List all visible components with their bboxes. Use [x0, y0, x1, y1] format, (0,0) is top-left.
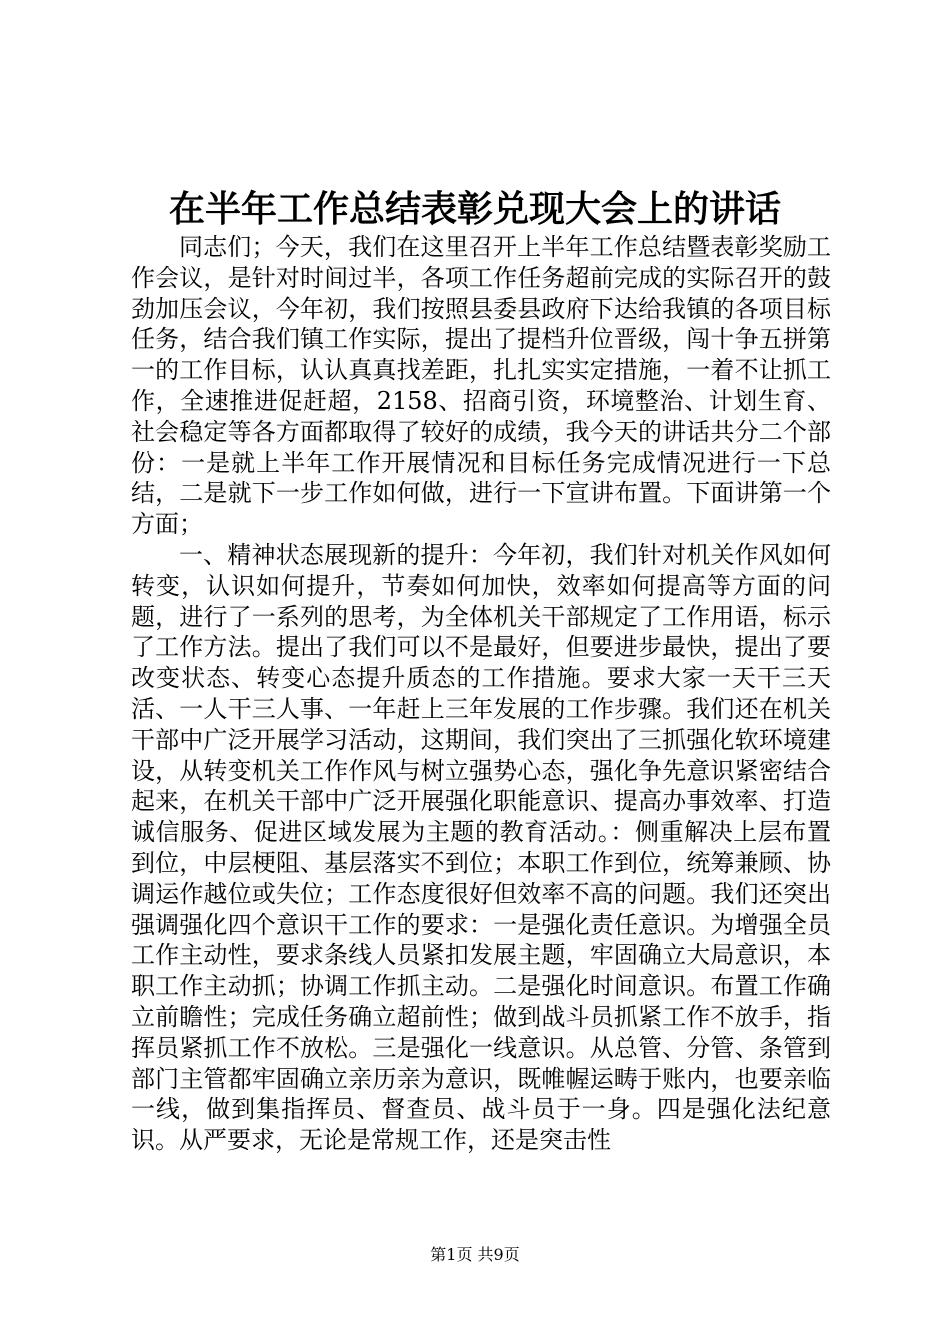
paragraph-section-one: 一、精神状态展现新的提升：今年初，我们针对机关作风如何转变，认识如何提升，节奏如何加快，效率如何提高等方面的问题，进行了一系列的思考，为全体机关干部规定了工作用语，标示了工作方法。提出了我们可以不是最好，但要进步最快，提出了要改变状态、转变心态提升质态的工作措施。要求大家一天干三天活、一人干三人事、一年赶上三年发展的工作步骤。我们还在机关干部中广泛开展学习活动，这期间，我们突出了三抓强化软环境建设，从转变机关工作作风与树立强势心态，强化争先意识紧密结合起来，在机关干部中广泛开展强化职能意识、提高办事效率、打造诚信服务、促进区域发展为主题的教育活动。：侧重解决上层布置到位，中层梗阻、基层落实不到位；本职工作到位，统筹兼顾、协调运作越位或失位；工作态度很好但效率不高的问题。我们还突出强调强化四个意识干工作的要求：一是强化责任意识。为增强全员工作主动性，要求条线人员紧扣发展主题，牢固确立大局意识，本职工作主动抓；协调工作抓主动。二是强化时间意识。布置工作确立前瞻性；完成任务确立超前性；做到战斗员抓紧工作不放手，指挥员紧抓工作不放松。三是强化一线意识。从总管、分管、条管到部门主管都牢固确立亲历亲为意识，既帷幄运畴于账内，也要亲临一线，做到集指挥员、督查员、战斗员于一身。四是强化法纪意识。从严要求，无论是常规工作，还是突击性 — [131, 540, 831, 1155]
paragraph-opening: 同志们；今天，我们在这里召开上半年工作总结暨表彰奖励工作会议，是针对时间过半，各项工作任务超前完成的实际召开的鼓劲加压会议，今年初，我们按照县委县政府下达给我镇的各项目标任务，结合我们镇工作实际，提出了提档升位晋级，闯十争五拼第一的工作目标，认认真真找差距，扎扎实实定措施，一着不让抓工作，全速推进促赶超，2158、招商引资，环境整治、计划生育、社会稳定等各方面都取得了较好的成绩，我今天的讲话共分二个部份：一是就上半年工作开展情况和目标任务完成情况进行一下总结，二是就下一步工作如何做，进行一下宣讲布置。下面讲第一个方面； — [131, 233, 831, 539]
document-title: 在半年工作总结表彰兑现大会上的讲话 — [168, 188, 781, 230]
document-body — [131, 232, 831, 1156]
page-number-label: 第1页 共9页 — [430, 1245, 520, 1264]
page-footer — [0, 1244, 950, 1266]
